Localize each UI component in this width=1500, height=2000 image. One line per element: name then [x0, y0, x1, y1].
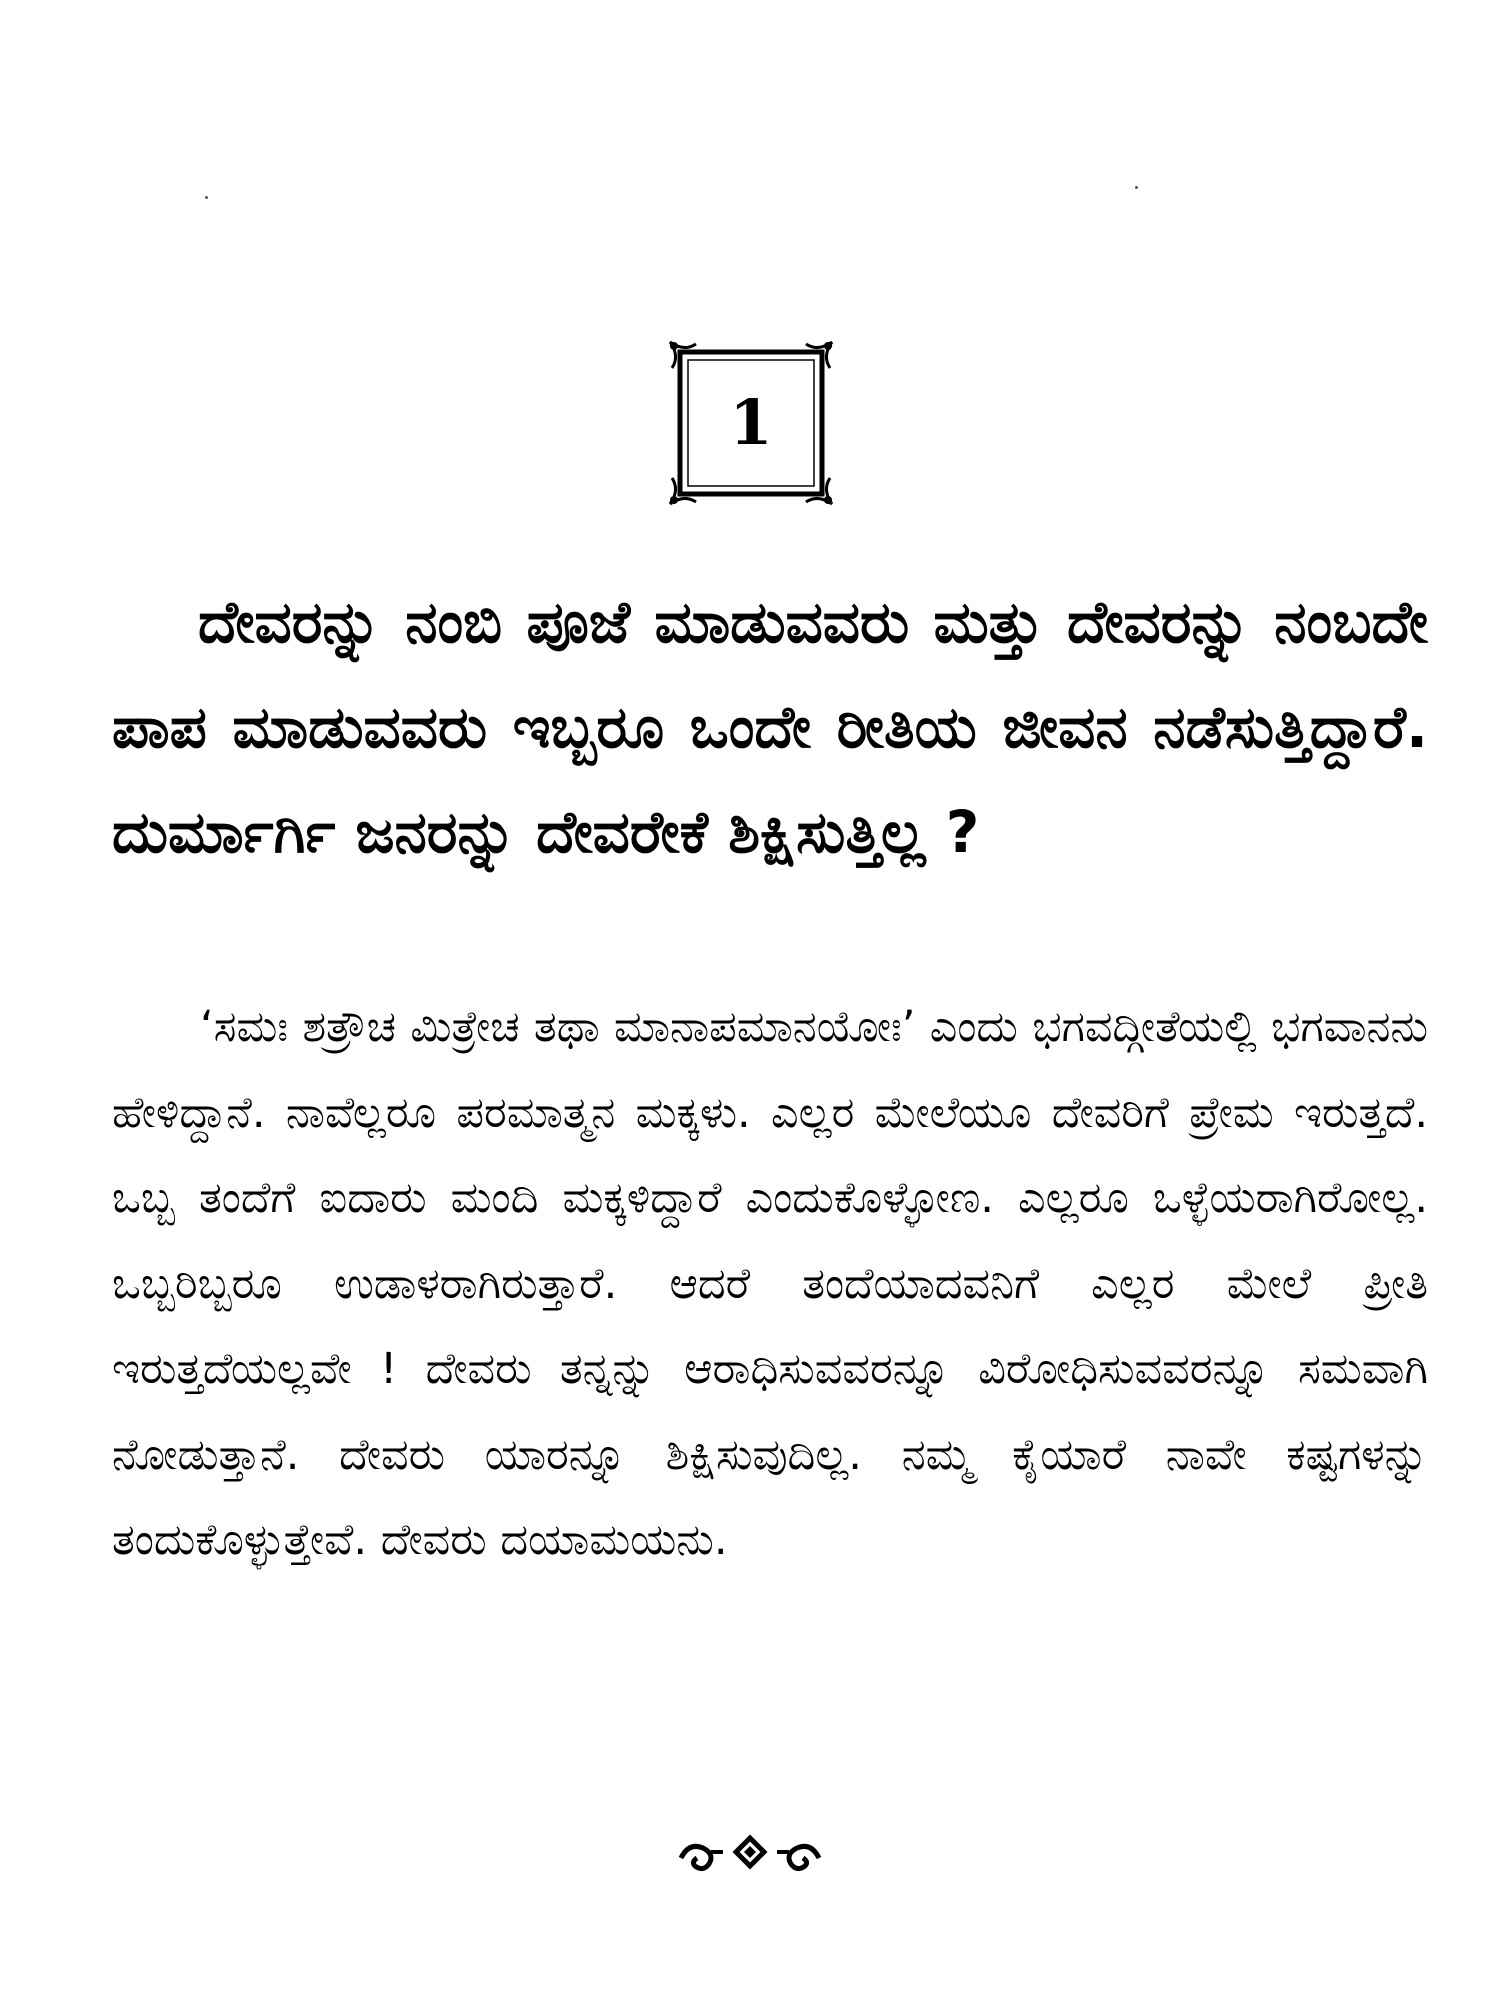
scan-speck	[1135, 186, 1138, 189]
chapter-number: 1	[729, 386, 773, 459]
answer-paragraph: ‘ಸಮಃ ಶತ್ರೌಚ ಮಿತ್ರೇಚ ತಥಾ ಮಾನಾಪಮಾನಯೋಃ’ ಎಂದು ಭಗವದ್ಗೀತೆಯಲ್ಲಿ ಭಗವಾನನು ಹೇಳಿದ್ದಾನೆ. ನಾವೆಲ್ಲರೂ ಪರಮಾತ್ಮನ ಮಕ್ಕಳು. ಎಲ್ಲರ ಮೇಲೆಯೂ ದೇವರಿಗೆ ಪ್ರೇಮ ಇರುತ್ತದೆ. ಒಬ್ಬ ತಂದೆಗೆ ಐದಾರು ಮಂದಿ ಮಕ್ಕಳಿದ್ದಾರೆ ಎಂದುಕೊಳ್ಳೋಣ. ಎಲ್ಲರೂ ಒಳ್ಳೆಯರಾಗಿರೋಲ್ಲ. ಒಬ್ಬರಿಬ್ಬರೂ ಉಡಾಳರಾಗಿರುತ್ತಾರೆ. ಆದರೆ ತಂದೆಯಾದವನಿಗೆ ಎಲ್ಲರ ಮೇಲೆ ಪ್ರೀತಿ ಇರುತ್ತದೆಯಲ್ಲವೇ ! ದೇವರು ತನ್ನನ್ನು ಆರಾಧಿಸುವವರನ್ನೂ ವಿರೋಧಿಸುವವರನ್ನೂ ಸಮವಾಗಿ ನೋಡುತ್ತಾನೆ. ದೇವರು ಯಾರನ್ನೂ ಶಿಕ್ಷಿಸುವುದಿಲ್ಲ. ನಮ್ಮ ಕೈಯಾರೆ ನಾವೇ ಕಷ್ಟಗಳನ್ನು ತಂದುಕೊಳ್ಳುತ್ತೇವೆ. ದೇವರು ದಯಾಮಯನು.	[112, 1002, 1428, 1565]
question-heading: ದೇವರನ್ನು ನಂಬಿ ಪೂಜೆ ಮಾಡುವವರು ಮತ್ತು ದೇವರನ್ನು ನಂಬದೇ ಪಾಪ ಮಾಡುವವರು ಇಬ್ಬರೂ ಒಂದೇ ರೀತಿಯ ಜೀವನ ನಡೆಸುತ್ತಿದ್ದಾರೆ. ದುರ್ಮಾರ್ಗಿ ಜನರನ್ನು ದೇವರೇಕೆ ಶಿಕ್ಷಿಸುತ್ತಿಲ್ಲ ?	[112, 588, 1428, 866]
chapter-number-frame	[666, 338, 836, 508]
scan-speck	[205, 196, 208, 199]
footer-ornament-icon	[675, 1830, 825, 1874]
